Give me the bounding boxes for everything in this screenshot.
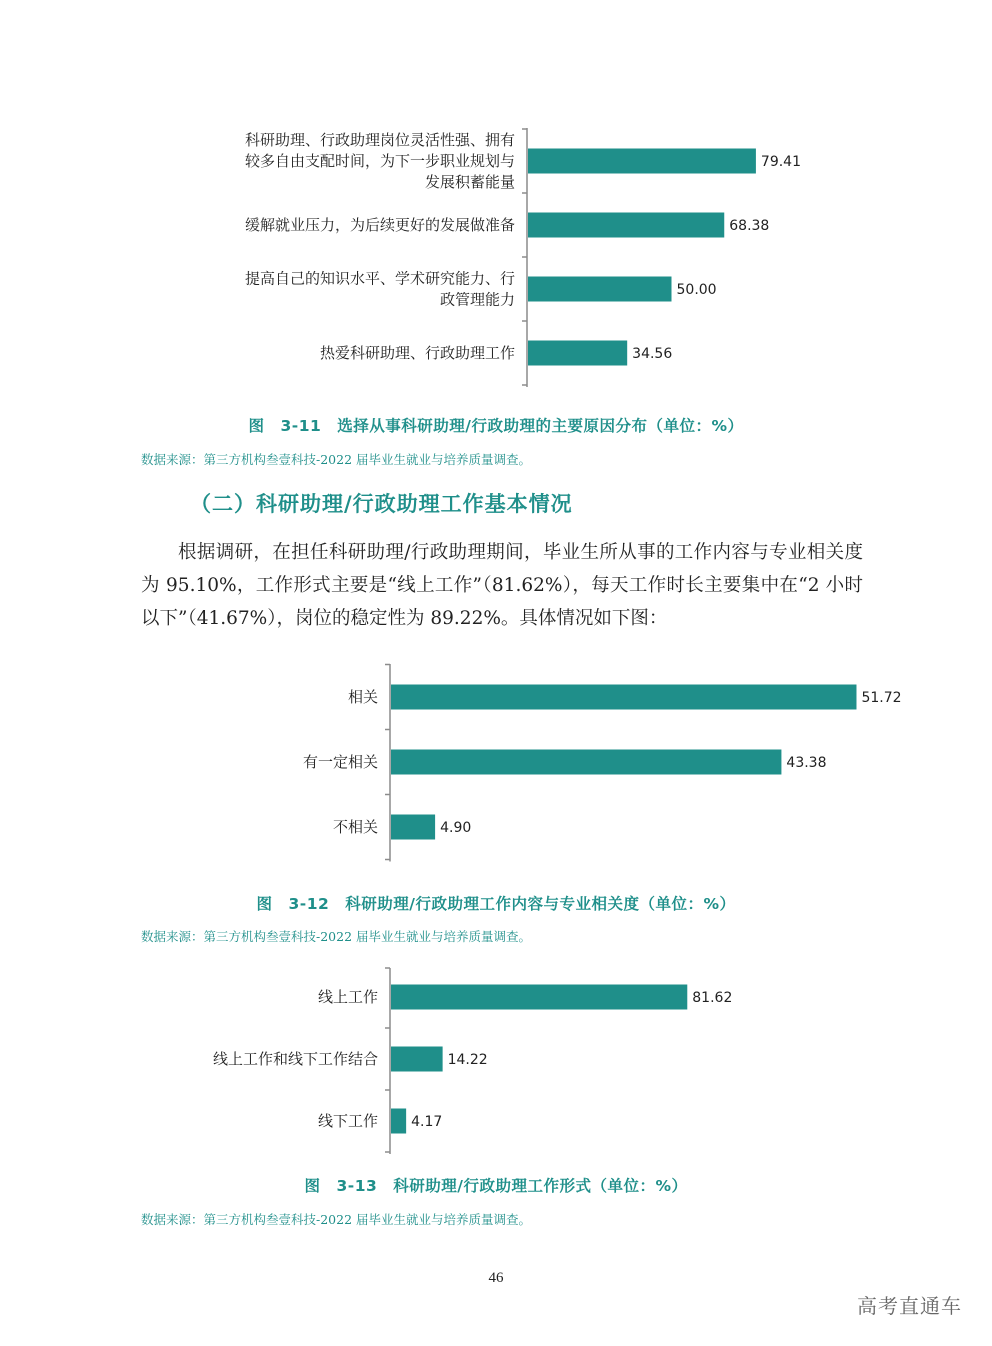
chart-3-13-svg	[0, 962, 992, 1162]
chart-3-11-source: 数据来源：第三方机构叁壹科技-2022 届毕业生就业与培养质量调查。	[141, 452, 532, 467]
chart-3-11-caption: 图 3-11 选择从事科研助理/行政助理的主要原因分布（单位：%）	[248, 417, 744, 435]
chart-3-11-svg	[0, 120, 992, 400]
category-label: 科研助理、行政助理岗位灵活性强、拥有	[244, 131, 515, 149]
data-label: 79.41	[760, 154, 802, 170]
bar	[391, 985, 687, 1010]
category-label: 政管理能力	[439, 290, 515, 309]
data-label: 34.56	[632, 346, 673, 362]
data-label: 14.22	[447, 1052, 488, 1068]
bar	[528, 277, 672, 302]
chart-3-11	[0, 120, 992, 400]
category-label: 相关	[347, 688, 378, 706]
category-label: 发展积蓄能量	[424, 173, 515, 191]
data-label: 51.72	[861, 690, 902, 706]
bar	[391, 1047, 443, 1072]
data-label: 4.90	[440, 820, 472, 836]
data-label: 81.62	[692, 990, 733, 1006]
category-label: 缓解就业压力，为后续更好的发展做准备	[244, 216, 515, 234]
bar	[391, 750, 781, 775]
category-label: 热爱科研助理、行政助理工作	[319, 344, 515, 362]
chart-3-12-source: 数据来源：第三方机构叁壹科技-2022 届毕业生就业与培养质量调查。	[141, 929, 532, 944]
data-label: 43.38	[786, 755, 827, 771]
data-label: 4.17	[411, 1114, 443, 1130]
chart-3-12-svg	[0, 660, 992, 865]
page-number: 46	[488, 1270, 504, 1286]
watermark: 高考直通车	[857, 1294, 962, 1318]
chart-3-13-source: 数据来源：第三方机构叁壹科技-2022 届毕业生就业与培养质量调查。	[141, 1212, 532, 1227]
section-paragraph: 根据调研，在担任科研助理/行政助理期间，毕业生所从事的工作内容与专业相关度为 95.10%，工作形式主要是“线上工作”（81.62%），每天工作时长主要集中在“2 小时以下”（41.67%），岗位的稳定性为 89.22%。具体情况如下图：	[141, 542, 863, 629]
chart-3-12	[0, 660, 992, 865]
category-label: 线下工作	[317, 1112, 378, 1130]
data-label: 50.00	[676, 282, 717, 298]
category-label: 线上工作和线下工作结合	[212, 1050, 378, 1068]
section-heading: （二）科研助理/行政助理工作基本情况	[190, 492, 573, 516]
chart-3-13	[0, 962, 992, 1162]
chart-3-13-caption: 图 3-13 科研助理/行政助理工作形式（单位：%）	[304, 1177, 688, 1195]
data-label: 68.38	[729, 218, 770, 234]
chart-3-12-caption: 图 3-12 科研助理/行政助理工作内容与专业相关度（单位：%）	[256, 895, 736, 913]
category-label: 有一定相关	[302, 753, 378, 771]
bar	[391, 1109, 406, 1134]
bar	[528, 341, 627, 366]
category-label: 线上工作	[317, 988, 378, 1006]
bar	[391, 815, 435, 840]
bar	[528, 149, 756, 174]
bar	[528, 213, 724, 238]
category-label: 较多自由支配时间，为下一步职业规划与	[244, 152, 515, 170]
bar	[391, 685, 856, 710]
category-label: 提高自己的知识水平、学术研究能力、行	[244, 269, 515, 288]
category-label: 不相关	[332, 818, 378, 836]
